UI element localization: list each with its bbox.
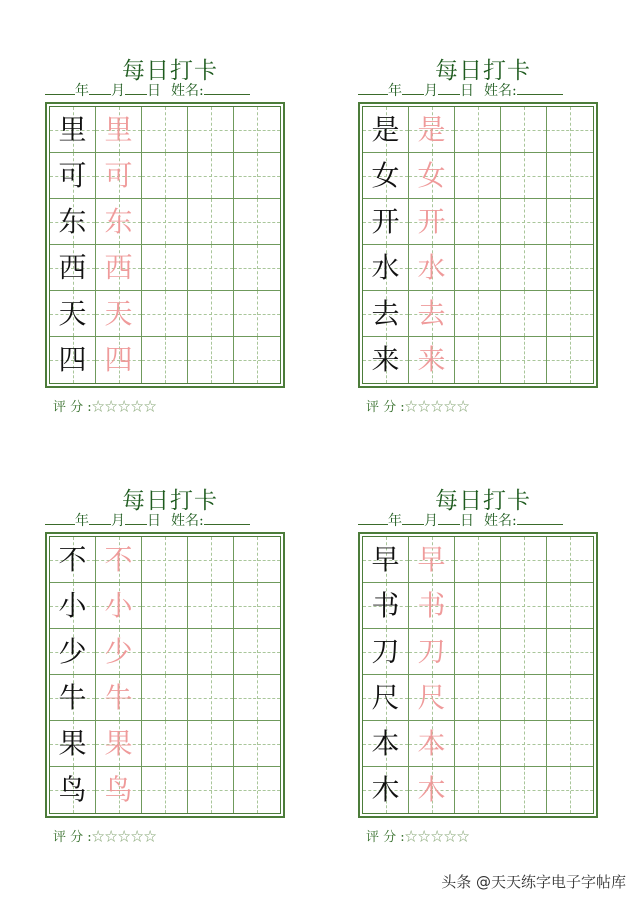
trace-cell[interactable] [96,629,142,675]
practice-card [358,52,608,422]
blank-practice-cell[interactable] [547,537,593,583]
blank-practice-cell[interactable] [142,629,188,675]
trace-character: 天 [104,296,133,330]
model-cell [363,721,409,767]
trace-cell[interactable] [409,675,455,721]
year-label: 年 [75,83,89,99]
model-character: 少 [58,634,87,668]
blank-practice-cell[interactable] [188,675,234,721]
score-label: 评 分 : [366,400,405,415]
model-character: 果 [58,726,87,760]
blank-line[interactable] [45,82,75,95]
blank-practice-cell[interactable] [188,537,234,583]
blank-line[interactable] [402,82,424,95]
month-label: 月 [424,513,438,529]
trace-cell[interactable] [409,291,455,337]
model-character: 牛 [58,680,87,714]
blank-practice-cell[interactable] [142,537,188,583]
score-line [366,396,470,415]
model-character: 是 [371,112,400,146]
model-cell [50,153,96,199]
blank-practice-cell[interactable] [547,675,593,721]
card-title: 每日打卡 [435,488,531,514]
blank-practice-cell[interactable] [142,245,188,291]
trace-character: 来 [417,343,446,376]
model-cell [363,629,409,675]
trace-cell[interactable] [96,153,142,199]
blank-line[interactable] [517,512,563,525]
blank-practice-cell[interactable] [234,629,280,675]
trace-character: 可 [104,158,133,192]
trace-character: 西 [104,250,133,284]
blank-practice-cell[interactable] [142,107,188,153]
trace-character: 少 [104,634,133,668]
name-label: 姓名: [171,83,204,99]
blank-practice-cell[interactable] [547,721,593,767]
blank-practice-cell[interactable] [455,629,501,675]
model-cell [363,199,409,245]
blank-practice-cell[interactable] [455,537,501,583]
blank-practice-cell[interactable] [142,199,188,245]
blank-practice-cell[interactable] [234,153,280,199]
card-title: 每日打卡 [435,58,531,84]
model-character: 鸟 [58,773,87,806]
blank-practice-cell[interactable] [188,291,234,337]
blank-practice-cell[interactable] [188,199,234,245]
model-character: 本 [371,726,400,760]
month-label: 月 [424,83,438,99]
blank-practice-cell[interactable] [234,245,280,291]
model-character: 开 [371,204,400,238]
model-character: 西 [58,250,87,284]
blank-practice-cell[interactable] [234,337,280,383]
blank-practice-cell[interactable] [455,245,501,291]
blank-practice-cell[interactable] [547,337,593,383]
blank-practice-cell[interactable] [547,291,593,337]
trace-character: 书 [417,588,446,622]
score-line [366,826,470,845]
trace-cell[interactable] [409,767,455,813]
trace-cell[interactable] [96,337,142,383]
trace-cell[interactable] [96,583,142,629]
date-name-line [358,80,598,100]
day-label: 日 [147,513,161,529]
practice-grid [358,532,598,818]
year-label: 年 [388,83,402,99]
star-rating-icon[interactable]: ☆☆☆☆☆ [404,830,470,845]
blank-line[interactable] [358,82,388,95]
model-cell [363,767,409,813]
name-label: 姓名: [484,83,517,99]
blank-practice-cell[interactable] [501,107,547,153]
blank-line[interactable] [45,512,75,525]
watermark: 头条 @天天练字电子字帖库 [441,873,626,891]
model-character: 来 [371,343,400,376]
model-cell [50,629,96,675]
blank-practice-cell[interactable] [234,767,280,813]
model-character: 四 [58,343,87,376]
blank-practice-cell[interactable] [188,721,234,767]
blank-line[interactable] [89,512,111,525]
blank-line[interactable] [358,512,388,525]
blank-practice-cell[interactable] [455,337,501,383]
blank-line[interactable] [438,82,460,95]
model-character: 天 [58,296,87,330]
score-label: 评 分 : [53,830,92,845]
score-line [53,396,157,415]
blank-practice-cell[interactable] [455,153,501,199]
blank-practice-cell[interactable] [234,291,280,337]
practice-card [45,52,295,422]
model-character: 不 [58,542,87,576]
blank-practice-cell[interactable] [501,337,547,383]
practice-grid [45,532,285,818]
blank-practice-cell[interactable] [501,537,547,583]
blank-practice-cell[interactable] [234,583,280,629]
trace-character: 东 [104,204,133,238]
model-cell [50,675,96,721]
blank-practice-cell[interactable] [142,337,188,383]
blank-practice-cell[interactable] [234,537,280,583]
trace-cell[interactable] [96,199,142,245]
name-label: 姓名: [484,513,517,529]
trace-cell[interactable] [96,107,142,153]
month-label: 月 [111,83,125,99]
blank-practice-cell[interactable] [455,675,501,721]
trace-cell[interactable] [409,537,455,583]
card-title: 每日打卡 [122,58,218,84]
blank-practice-cell[interactable] [188,767,234,813]
blank-practice-cell[interactable] [501,675,547,721]
blank-practice-cell[interactable] [234,675,280,721]
model-cell [50,199,96,245]
blank-practice-cell[interactable] [547,199,593,245]
year-label: 年 [388,513,402,529]
blank-practice-cell[interactable] [501,721,547,767]
blank-practice-cell[interactable] [547,629,593,675]
trace-cell[interactable] [409,337,455,383]
blank-practice-cell[interactable] [455,721,501,767]
trace-character: 水 [417,250,446,284]
model-character: 女 [371,158,400,192]
trace-character: 木 [417,773,446,806]
blank-practice-cell[interactable] [547,107,593,153]
trace-cell[interactable] [409,629,455,675]
trace-cell[interactable] [409,199,455,245]
blank-practice-cell[interactable] [501,199,547,245]
model-character: 早 [371,542,400,576]
blank-practice-cell[interactable] [188,153,234,199]
day-label: 日 [147,83,161,99]
model-cell [363,107,409,153]
trace-character: 本 [417,726,446,760]
star-rating-icon[interactable]: ☆☆☆☆☆ [91,830,157,845]
model-character: 书 [371,588,400,622]
blank-line[interactable] [125,512,147,525]
model-cell [363,537,409,583]
practice-grid [45,102,285,388]
model-cell [50,721,96,767]
blank-line[interactable] [204,82,250,95]
blank-practice-cell[interactable] [501,629,547,675]
trace-cell[interactable] [96,721,142,767]
model-character: 水 [371,250,400,284]
blank-practice-cell[interactable] [547,583,593,629]
card-title: 每日打卡 [122,488,218,514]
blank-practice-cell[interactable] [501,153,547,199]
model-cell [50,537,96,583]
blank-practice-cell[interactable] [455,583,501,629]
blank-practice-cell[interactable] [501,291,547,337]
day-label: 日 [460,513,474,529]
trace-cell[interactable] [409,153,455,199]
star-rating-icon[interactable]: ☆☆☆☆☆ [91,400,157,415]
model-character: 刀 [371,634,400,668]
blank-line[interactable] [402,512,424,525]
model-cell [50,767,96,813]
trace-character: 女 [417,158,446,192]
star-rating-icon[interactable]: ☆☆☆☆☆ [404,400,470,415]
model-character: 里 [58,112,87,146]
blank-practice-cell[interactable] [455,291,501,337]
trace-character: 鸟 [104,773,133,806]
score-line [53,826,157,845]
blank-practice-cell[interactable] [455,107,501,153]
blank-practice-cell[interactable] [501,767,547,813]
blank-practice-cell[interactable] [142,153,188,199]
model-character: 东 [58,204,87,238]
score-label: 评 分 : [366,830,405,845]
trace-cell[interactable] [96,537,142,583]
blank-practice-cell[interactable] [234,721,280,767]
trace-character: 尺 [417,680,446,714]
date-name-line [358,510,598,530]
trace-character: 不 [104,542,133,576]
trace-cell[interactable] [96,291,142,337]
score-label: 评 分 : [53,400,92,415]
blank-practice-cell[interactable] [501,583,547,629]
model-cell [363,153,409,199]
blank-practice-cell[interactable] [234,107,280,153]
name-label: 姓名: [171,513,204,529]
model-cell [50,245,96,291]
trace-cell[interactable] [96,675,142,721]
day-label: 日 [460,83,474,99]
blank-practice-cell[interactable] [547,153,593,199]
blank-practice-cell[interactable] [547,767,593,813]
trace-character: 四 [104,343,133,376]
blank-practice-cell[interactable] [142,767,188,813]
model-cell [50,291,96,337]
blank-practice-cell[interactable] [188,107,234,153]
blank-practice-cell[interactable] [142,291,188,337]
model-character: 去 [371,296,400,330]
trace-character: 去 [417,296,446,330]
trace-character: 刀 [417,634,446,668]
blank-line[interactable] [125,82,147,95]
blank-practice-cell[interactable] [188,337,234,383]
model-cell [363,583,409,629]
blank-practice-cell[interactable] [188,245,234,291]
blank-practice-cell[interactable] [142,583,188,629]
model-character: 小 [58,588,87,622]
model-cell [363,291,409,337]
trace-cell[interactable] [409,245,455,291]
model-cell [363,675,409,721]
blank-practice-cell[interactable] [547,245,593,291]
model-cell [363,245,409,291]
trace-character: 开 [417,204,446,238]
trace-cell[interactable] [96,767,142,813]
trace-character: 里 [104,112,133,146]
blank-practice-cell[interactable] [142,721,188,767]
blank-line[interactable] [89,82,111,95]
practice-grid [358,102,598,388]
trace-cell[interactable] [409,583,455,629]
blank-practice-cell[interactable] [188,583,234,629]
blank-practice-cell[interactable] [501,245,547,291]
trace-cell[interactable] [409,107,455,153]
month-label: 月 [111,513,125,529]
blank-line[interactable] [204,512,250,525]
trace-character: 是 [417,112,446,146]
model-cell [363,337,409,383]
trace-cell[interactable] [96,245,142,291]
date-name-line [45,510,285,530]
year-label: 年 [75,513,89,529]
trace-character: 牛 [104,680,133,714]
blank-practice-cell[interactable] [142,675,188,721]
trace-cell[interactable] [409,721,455,767]
blank-practice-cell[interactable] [455,199,501,245]
practice-card [358,482,608,852]
blank-practice-cell[interactable] [234,199,280,245]
date-name-line [45,80,285,100]
model-character: 木 [371,773,400,806]
trace-character: 早 [417,542,446,576]
blank-line[interactable] [517,82,563,95]
blank-practice-cell[interactable] [455,767,501,813]
model-cell [50,583,96,629]
trace-character: 果 [104,726,133,760]
model-cell [50,337,96,383]
practice-card [45,482,295,852]
blank-line[interactable] [438,512,460,525]
blank-practice-cell[interactable] [188,629,234,675]
model-cell [50,107,96,153]
model-character: 尺 [371,680,400,714]
trace-character: 小 [104,588,133,622]
model-character: 可 [58,158,87,192]
